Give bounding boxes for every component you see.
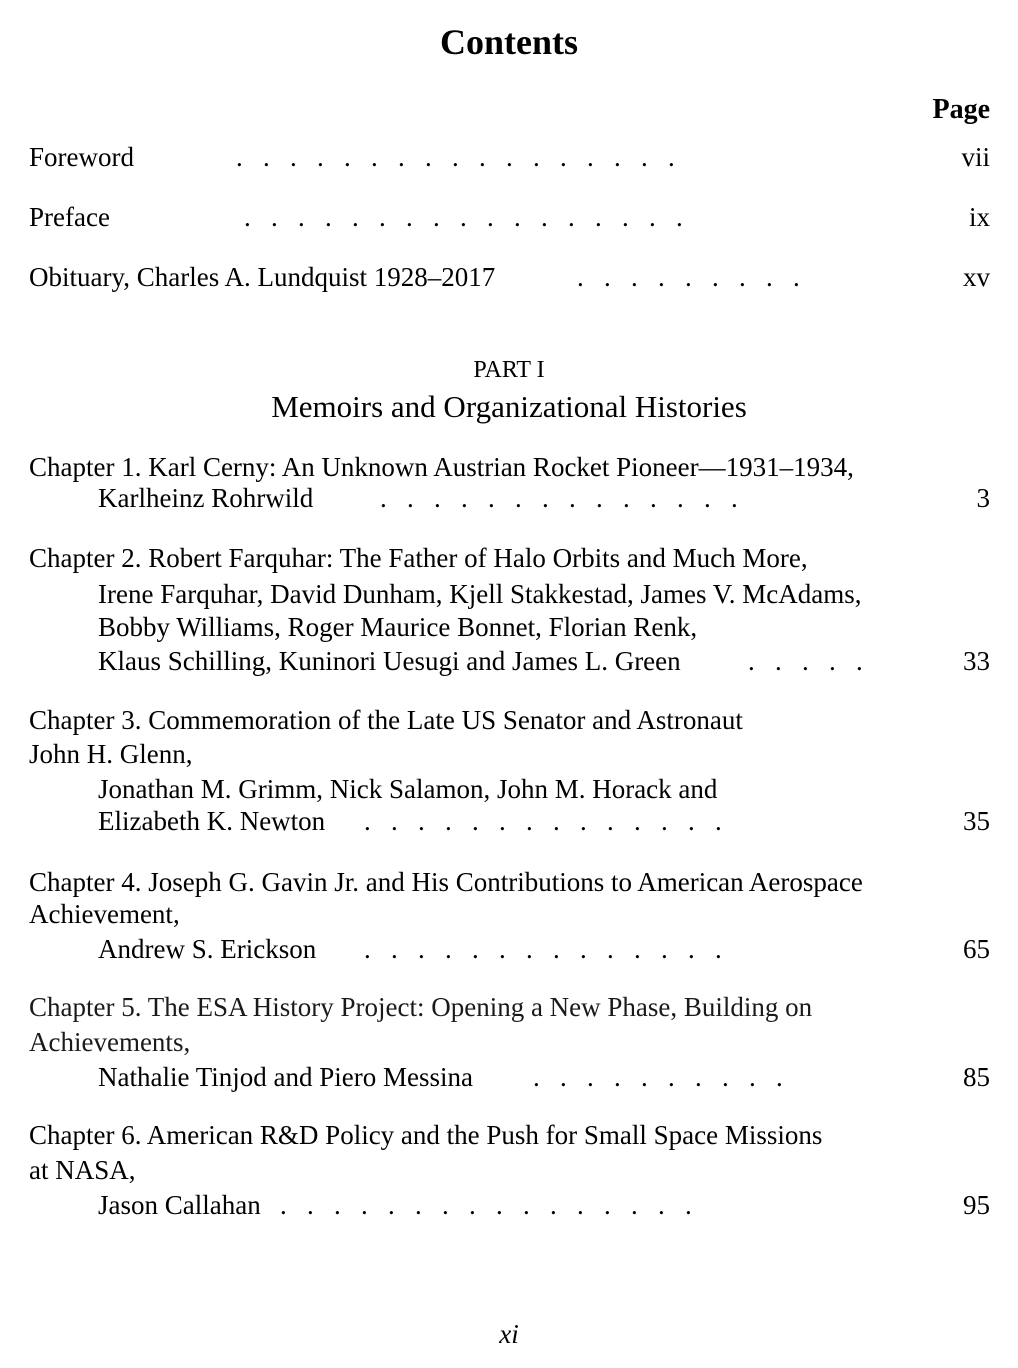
chapter-6-page: 95 (963, 1190, 990, 1220)
chapter-5-title[interactable]: Chapter 5. The ESA History Project: Opening a New Phase, Building on (29, 992, 813, 1022)
page-number: xi (499, 1319, 519, 1349)
leader-dots: . . . . . . . . . . (533, 1062, 783, 1092)
leader-dots: . . . . . . . . . . . . . . (380, 483, 738, 513)
chapter-2-authors-line: Bobby Williams, Roger Maurice Bonnet, Florian Renk, (98, 612, 698, 642)
chapter-3-authors-line: Jonathan M. Grimm, Nick Salamon, John M. Horack and (98, 774, 718, 804)
leader-dots: . . . . . . . . . . . . . . (364, 934, 722, 964)
page-column-header: Page (932, 94, 990, 125)
chapter-4-title[interactable]: Chapter 4. Joseph G. Gavin Jr. and His Contributions to American Aerospace (29, 867, 863, 897)
toc-page-foreword: vii (961, 142, 990, 172)
toc-entry-preface[interactable]: Preface (29, 202, 110, 232)
chapter-2-authors-line: Irene Farquhar, David Dunham, Kjell Stakkestad, James V. McAdams, (98, 579, 862, 609)
chapter-5-title-cont: Achievements, (29, 1027, 191, 1057)
leader-dots: . . . . . . . . . . . . . . . . . (236, 142, 675, 172)
chapter-3-title-cont: John H. Glenn, (29, 739, 193, 769)
chapter-5-page: 85 (963, 1062, 990, 1092)
leader-dots: . . . . . . . . . . . . . . . . (280, 1190, 692, 1220)
chapter-6-title[interactable]: Chapter 6. American R&D Policy and the Push for Small Space Missions (29, 1120, 823, 1150)
chapter-1-authors: Karlheinz Rohrwild (98, 483, 314, 513)
chapter-1-page: 3 (976, 483, 990, 513)
chapter-5-authors: Nathalie Tinjod and Piero Messina (98, 1062, 473, 1092)
chapter-2-title[interactable]: Chapter 2. Robert Farquhar: The Father of Halo Orbits and Much More, (29, 543, 808, 573)
chapter-4-page: 65 (963, 934, 990, 964)
chapter-4-title-cont: Achievement, (29, 899, 180, 929)
chapter-3-title[interactable]: Chapter 3. Commemoration of the Late US Senator and Astronaut (29, 705, 743, 735)
chapter-6-authors: Jason Callahan (98, 1190, 261, 1220)
leader-dots: . . . . . (748, 646, 863, 676)
chapter-2-page: 33 (963, 646, 990, 676)
chapter-3-authors-line: Elizabeth K. Newton (98, 806, 326, 836)
leader-dots: . . . . . . . . . . . . . . . . . (244, 202, 683, 232)
leader-dots: . . . . . . . . . . . . . . (364, 806, 722, 836)
chapter-1-title[interactable]: Chapter 1. Karl Cerny: An Unknown Austrian Rocket Pioneer—1931–1934, (29, 452, 854, 482)
toc-page-preface: ix (968, 202, 990, 232)
part-title: Memoirs and Organizational Histories (271, 389, 747, 424)
toc-entry-obituary[interactable]: Obituary, Charles A. Lundquist 1928–2017 (29, 262, 496, 292)
toc-entry-foreword[interactable]: Foreword (29, 142, 134, 172)
chapter-2-authors-line: Klaus Schilling, Kuninori Uesugi and James L. Green (98, 646, 681, 676)
toc-page-obituary: xv (963, 262, 990, 292)
part-number: PART I (473, 357, 545, 383)
page-title: Contents (439, 22, 578, 62)
chapter-6-title-cont: at NASA, (29, 1155, 136, 1185)
chapter-3-page: 35 (963, 806, 990, 836)
leader-dots: . . . . . . . . . (577, 262, 800, 292)
chapter-4-authors: Andrew S. Erickson (98, 934, 317, 964)
